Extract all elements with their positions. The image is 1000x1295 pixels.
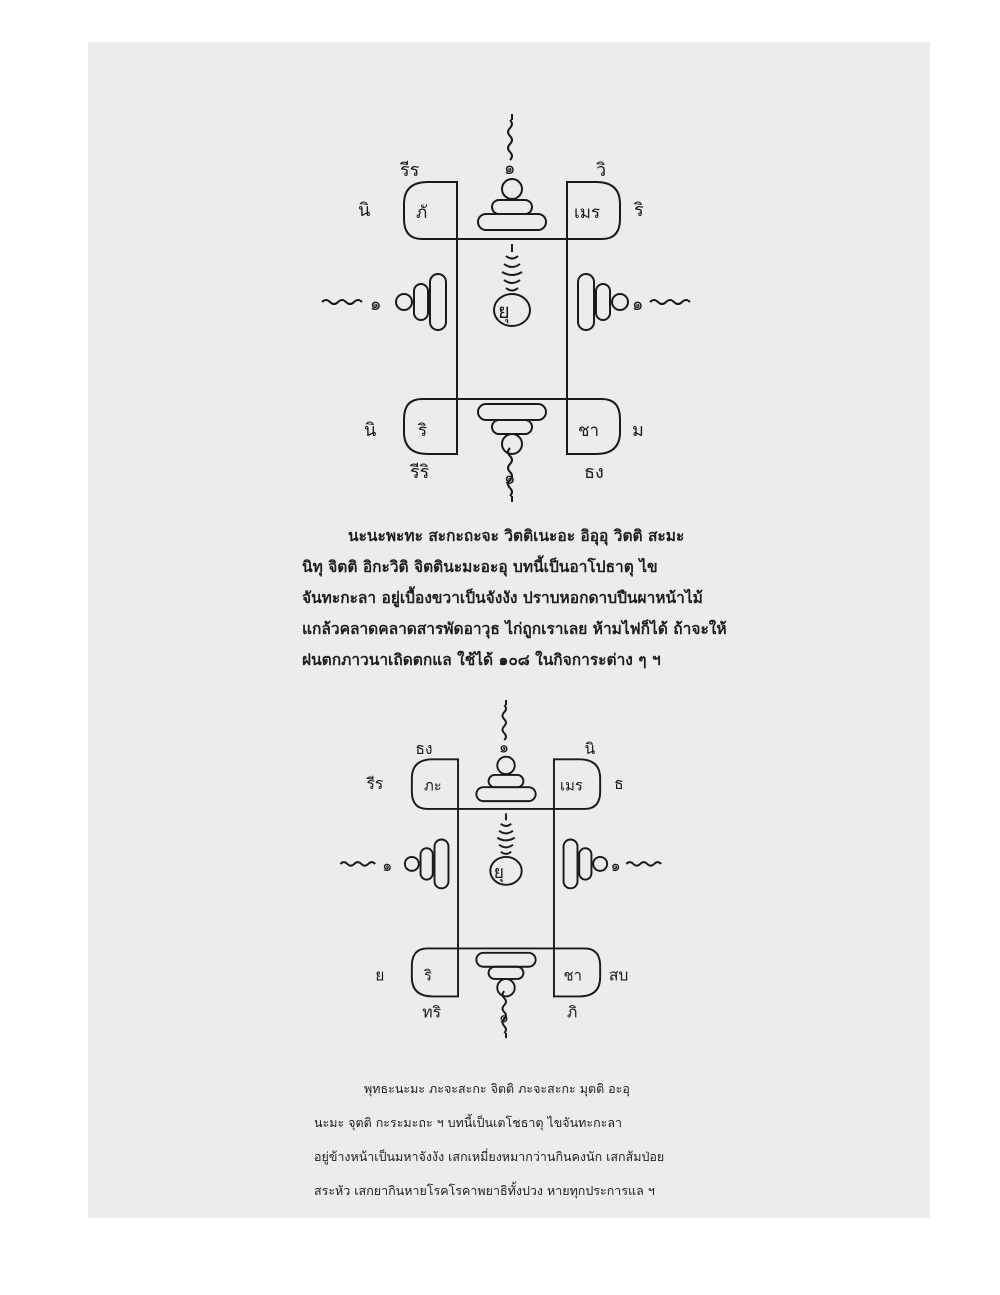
top-right-inner-text: เมร [574, 203, 601, 223]
top-right-outer-text: วิ [596, 160, 607, 181]
top-tier-icon [476, 757, 535, 801]
top-left-outer-text: ธง [415, 739, 433, 759]
yantra-diagram-2 [326, 700, 686, 1040]
center-text: ยุ [493, 862, 505, 883]
top-right-outer-text: นิ [584, 739, 596, 759]
top-left-outer-text: รีร [400, 160, 420, 181]
top-right-side-text: ริ [634, 200, 644, 221]
paragraph-1-line: นะนะพะทะ สะกะถะจะ วิตติเนะอะ อิอุอุ วิตติ สะมะ [348, 526, 685, 545]
left-tier-icon [396, 274, 446, 330]
bottom-left-outer-text: รีริ [410, 462, 430, 483]
bottom-tier-icon [476, 953, 535, 997]
top-left-side-text: รีร [366, 773, 384, 793]
right-digit-text: ๑ [632, 294, 644, 315]
paragraph-1-line: นิทุ จิตติ อิกะวิติ จิตตินะมะอะอุ บทนี้เป็นอาโปธาตุ ไข [302, 557, 658, 576]
right-tier-icon [564, 839, 608, 888]
bottom-left-petal-icon [412, 948, 458, 996]
bottom-left-side-text: ย [375, 965, 385, 985]
left-digit-text: ๑ [382, 855, 393, 875]
bottom-digit-text: ๑ [499, 1007, 509, 1027]
bottom-tier-icon [478, 404, 546, 454]
left-tier-icon [405, 839, 449, 888]
top-left-petal-icon [404, 182, 457, 239]
left-spike-icon [340, 862, 375, 865]
bottom-left-inner-text: ริ [424, 967, 433, 985]
paragraph-2-line: นะมะ จุตติ กะระมะถะ ฯ บทนี้เป็นเตโชธาตุ ไขจันทะกะลา [314, 1115, 623, 1130]
paragraph-2-line: อยู่ข้างหน้าเป็นมหาจังงัง เสกเหมี่ยงหมากว่านกินคงนัก เสกส้มป่อย [314, 1149, 665, 1164]
top-right-inner-text: เมร [560, 777, 583, 795]
top-left-inner-text: ภะ [424, 777, 442, 795]
right-spike-icon [650, 300, 690, 304]
bottom-left-side-text: นิ [364, 420, 377, 441]
bottom-right-inner-text: ชา [563, 967, 582, 985]
bottom-digit-text: ๑ [504, 468, 516, 489]
top-left-inner-text: ภั [416, 203, 428, 223]
bottom-left-inner-text: ริ [418, 421, 428, 441]
paragraph-2-line: พุทธะนะมะ ภะจะสะกะ จิตติ ภะจะสะกะ มุตติ อะอุ [364, 1081, 630, 1096]
bottom-right-side-text: สบ [608, 965, 629, 985]
center-ornament-icon [502, 244, 522, 291]
paragraph-2 [314, 1072, 664, 1208]
top-spike-icon [503, 700, 506, 740]
paragraph-1 [302, 520, 727, 675]
center-ornament-icon [497, 813, 514, 854]
scanned-page [88, 42, 930, 1218]
left-spike-icon [322, 300, 362, 304]
top-digit-text: ๑ [504, 158, 516, 179]
right-spike-icon [626, 862, 661, 865]
paragraph-1-line: จันทะกะลา อยู่เบื้องขวาเป็นจังงัง ปราบหอกดาบปืนผาหน้าไม้ [302, 588, 703, 607]
left-digit-text: ๑ [370, 294, 382, 315]
center-text: ยุ [498, 299, 510, 323]
top-tier-icon [478, 179, 546, 230]
bottom-left-outer-text: ทริ [422, 1002, 442, 1022]
top-spike-icon [508, 114, 512, 160]
right-digit-text: ๑ [610, 855, 621, 875]
paragraph-1-line: แกล้วคลาดคลาดสารพัดอาวุธ ไก่ถูกเราเลย ห้ามไฟก็ได้ ถ้าจะให้ [302, 619, 727, 638]
paragraph-2-line: สระหัว เสกยากินหายโรคโรคาพยาธิทั้งปวง หายทุกประการแล ฯ [314, 1183, 655, 1198]
bottom-right-outer-text: ภิ [567, 1002, 578, 1022]
bottom-right-outer-text: ธง [584, 462, 604, 483]
bottom-right-inner-text: ชา [578, 421, 600, 441]
paragraph-1-line: ฝนตกภาวนาเถิดตกแล ใช้ได้ ๑๐๘ ในกิจการะต่าง ๆ ฯ [302, 650, 661, 669]
right-tier-icon [578, 274, 628, 330]
top-digit-text: ๑ [499, 737, 509, 757]
bottom-right-side-text: ม [632, 420, 644, 441]
top-right-side-text: ธ [614, 773, 624, 793]
top-left-side-text: นิ [358, 200, 371, 221]
bottom-left-petal-icon [404, 399, 457, 454]
yantra-diagram-1 [312, 114, 712, 504]
